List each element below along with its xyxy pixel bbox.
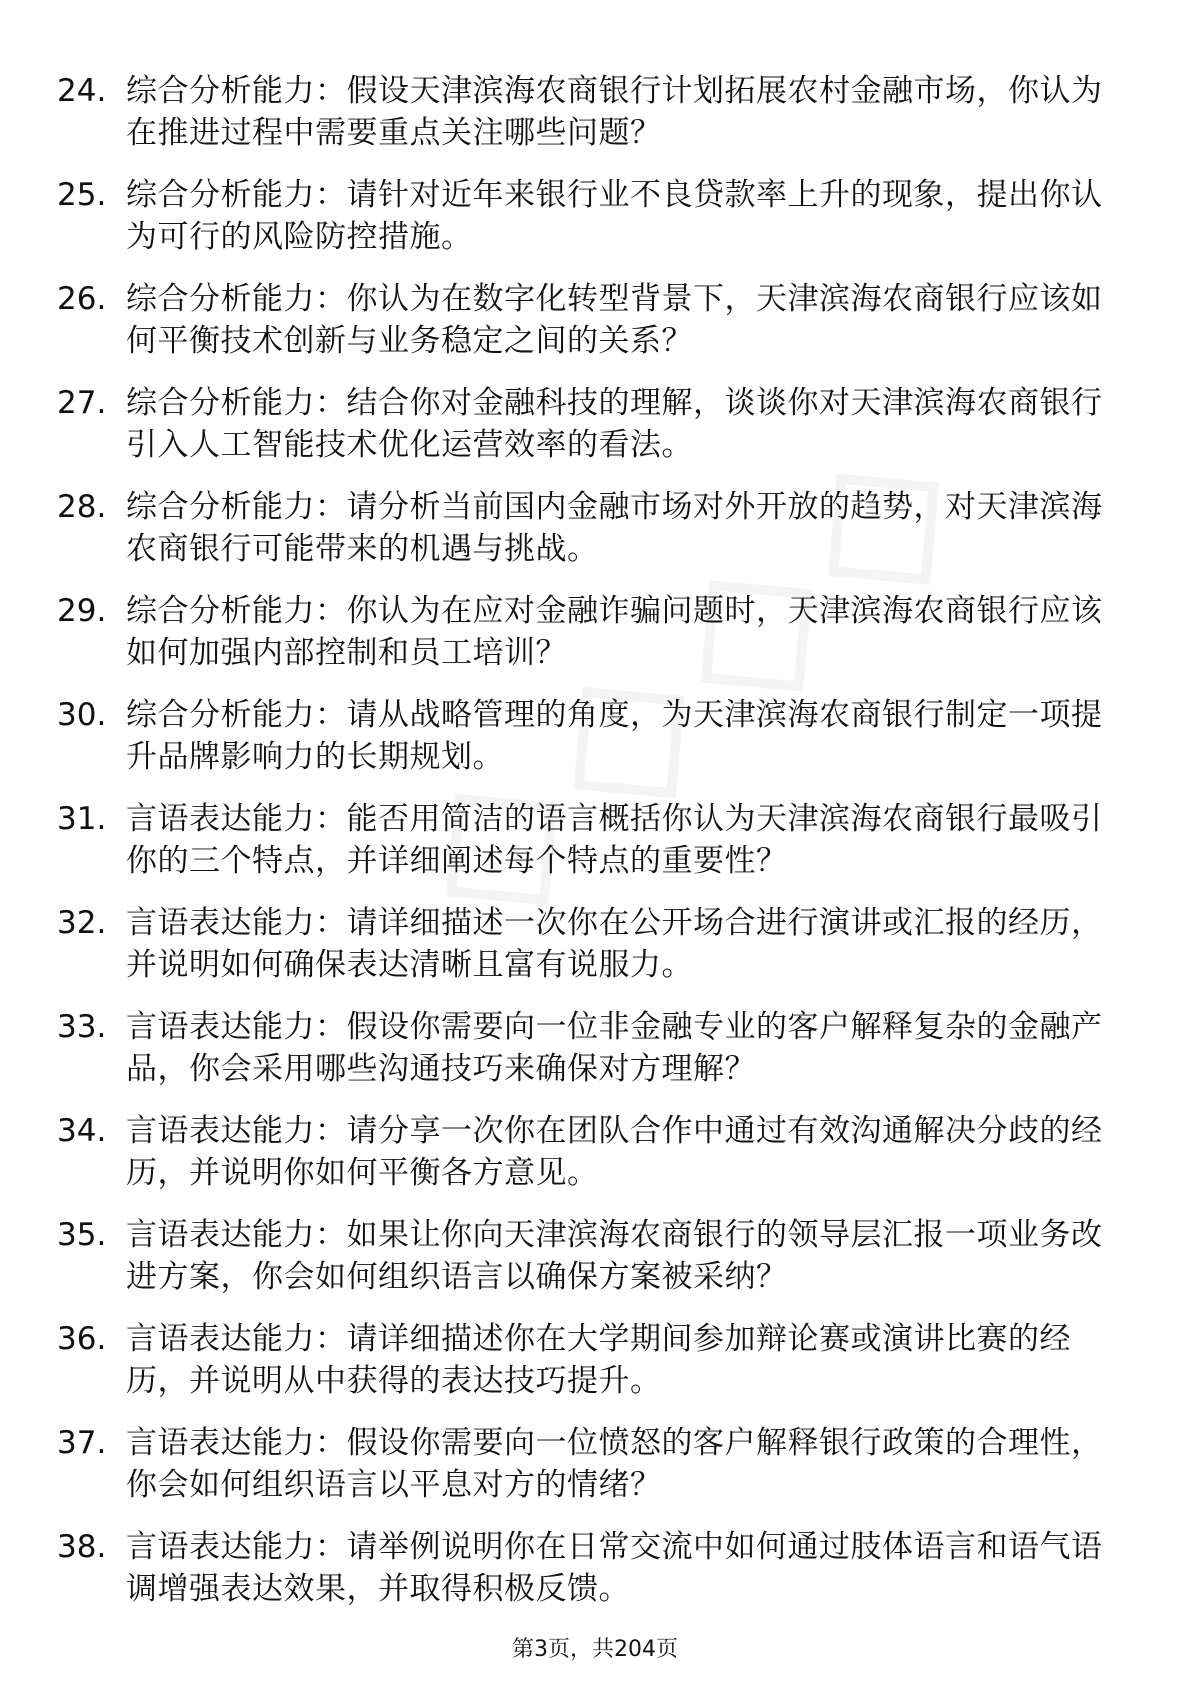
question-number: 25. bbox=[57, 177, 107, 213]
question-number: 26. bbox=[57, 281, 107, 317]
question-item bbox=[57, 486, 1117, 590]
question-text: 综合分析能力：你认为在应对金融诈骗问题时，天津滨海农商银行应该如何加强内部控制和员工培训？ bbox=[126, 593, 1103, 671]
question-number: 29. bbox=[57, 593, 107, 629]
question-text: 言语表达能力：能否用简洁的语言概括你认为天津滨海农商银行最吸引你的三个特点，并详细阐述每个特点的重要性？ bbox=[126, 801, 1103, 879]
question-text: 综合分析能力：请从战略管理的角度，为天津滨海农商银行制定一项提升品牌影响力的长期规划。 bbox=[126, 697, 1103, 775]
question-number: 30. bbox=[57, 697, 107, 733]
question-item bbox=[57, 174, 1117, 278]
question-item bbox=[57, 1214, 1117, 1318]
question-number: 38. bbox=[57, 1529, 107, 1565]
question-item bbox=[57, 694, 1117, 798]
question-item bbox=[57, 278, 1117, 382]
question-item bbox=[57, 70, 1117, 174]
question-number: 27. bbox=[57, 385, 107, 421]
question-item bbox=[57, 1006, 1117, 1110]
question-item bbox=[57, 1110, 1117, 1214]
question-text: 言语表达能力：请详细描述一次你在公开场合进行演讲或汇报的经历，并说明如何确保表达清晰且富有说服力。 bbox=[126, 905, 1103, 983]
question-text: 言语表达能力：假设你需要向一位非金融专业的客户解释复杂的金融产品，你会采用哪些沟通技巧来确保对方理解？ bbox=[126, 1009, 1103, 1087]
question-text: 综合分析能力：请针对近年来银行业不良贷款率上升的现象，提出你认为可行的风险防控措施。 bbox=[126, 177, 1103, 255]
question-number: 36. bbox=[57, 1321, 107, 1357]
question-list bbox=[57, 70, 1117, 1630]
question-item bbox=[57, 1526, 1117, 1630]
question-text: 综合分析能力：请分析当前国内金融市场对外开放的趋势，对天津滨海农商银行可能带来的机遇与挑战。 bbox=[126, 489, 1103, 567]
question-text: 言语表达能力：假设你需要向一位愤怒的客户解释银行政策的合理性，你会如何组织语言以平息对方的情绪？ bbox=[126, 1425, 1103, 1503]
question-text: 言语表达能力：请举例说明你在日常交流中如何通过肢体语言和语气语调增强表达效果，并取得积极反馈。 bbox=[126, 1529, 1103, 1607]
question-number: 28. bbox=[57, 489, 107, 525]
question-item bbox=[57, 1318, 1117, 1422]
question-number: 35. bbox=[57, 1217, 107, 1253]
question-number: 37. bbox=[57, 1425, 107, 1461]
question-text: 综合分析能力：结合你对金融科技的理解，谈谈你对天津滨海农商银行引入人工智能技术优化运营效率的看法。 bbox=[126, 385, 1103, 463]
page-number: 第3页，共204页 bbox=[512, 1637, 678, 1662]
question-item bbox=[57, 590, 1117, 694]
question-text: 综合分析能力：假设天津滨海农商银行计划拓展农村金融市场，你认为在推进过程中需要重点关注哪些问题？ bbox=[126, 73, 1103, 151]
question-text: 言语表达能力：请详细描述你在大学期间参加辩论赛或演讲比赛的经历，并说明从中获得的表达技巧提升。 bbox=[126, 1321, 1071, 1399]
question-text: 言语表达能力：如果让你向天津滨海农商银行的领导层汇报一项业务改进方案，你会如何组织语言以确保方案被采纳？ bbox=[126, 1217, 1103, 1295]
question-number: 31. bbox=[57, 801, 107, 837]
question-number: 33. bbox=[57, 1009, 107, 1045]
question-number: 34. bbox=[57, 1113, 107, 1149]
question-text: 言语表达能力：请分享一次你在团队合作中通过有效沟通解决分歧的经历，并说明你如何平衡各方意见。 bbox=[126, 1113, 1103, 1191]
question-item bbox=[57, 382, 1117, 486]
question-item bbox=[57, 798, 1117, 902]
question-item bbox=[57, 1422, 1117, 1526]
question-number: 24. bbox=[57, 73, 107, 109]
question-number: 32. bbox=[57, 905, 107, 941]
question-item bbox=[57, 902, 1117, 1006]
question-text: 综合分析能力：你认为在数字化转型背景下，天津滨海农商银行应该如何平衡技术创新与业务稳定之间的关系？ bbox=[126, 281, 1103, 359]
